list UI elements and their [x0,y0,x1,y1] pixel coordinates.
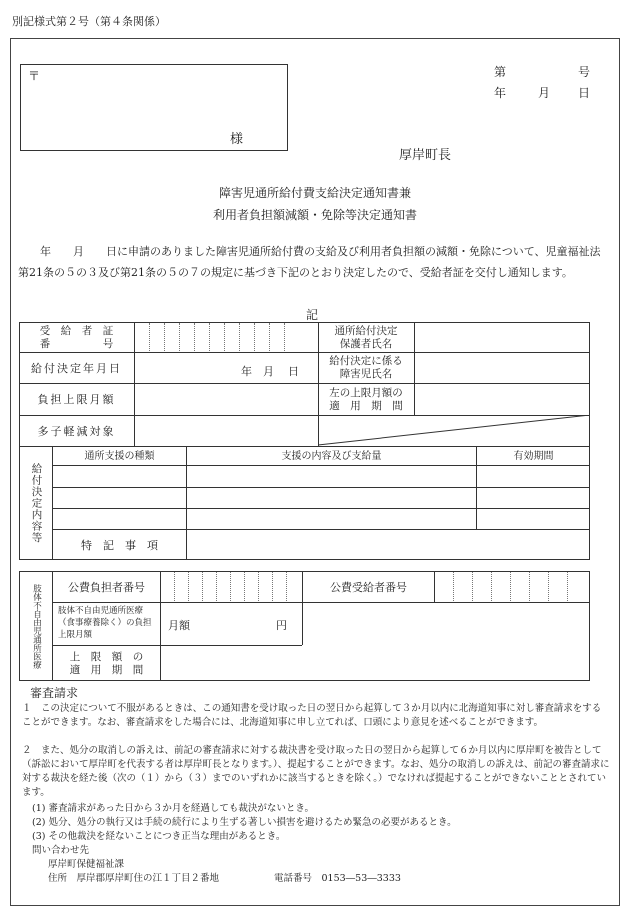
ki-heading: 記 [306,308,319,322]
medical-recipient-number-label: 公費受給者番号 [330,580,407,594]
address-box [20,64,288,151]
special-notes-label: 特 記 事 項 [81,538,158,552]
doc-number-gou: 号 [578,65,591,79]
appeal-sub-3: (3) その他裁決を経ないことにつき正当な理由があるとき。 [32,831,286,842]
issuer: 厚岸町長 [399,148,452,163]
appeal-item-2: ２ また、処分の取消しの訴えは、前記の審査請求に対する裁決書を受け取った日の翌日から起算して６か月以内に厚岸町を被告として（訴訟において厚岸町を代表する者は厚岸町長となります。）、提起することができます。なお、処分の取消しの訴えは、前記の審査請求に対する裁決を経た後（次の（１）から（３）までのいずれかに該当するときを除く。）でなければ提起することができないこととされています。 [22,745,610,798]
child-name-label: 給付決定に係る 障害児氏名 [329,355,403,380]
appeal-item-1: １ この決定について不服があるときは、この通知書を受け取った日の翌日から起算して３か月以内に北海道知事に対し審査請求をすることができます。なお、審査請求をした場合には、北海道知事に申し立てれば、口頭により意見を述べることができます。 [22,703,602,728]
yen-unit: 円 [276,619,287,632]
col-support-content: 支援の内容及び支給量 [281,450,382,462]
limit-period-label: 左の上限月額の 適 用 期 間 [329,386,403,412]
decision-date-label: 給付決定年月日 [31,361,122,375]
title-line-2: 利用者負担額減額・免除等決定通知書 [212,208,417,222]
appeal-sub-1: (1) 審査請求があった日から３か月を経過しても裁決がないとき。 [32,803,315,814]
payer-number-label: 公費負担者番号 [68,580,145,594]
date-month: 月 [538,86,551,100]
doc-number-dai: 第 [494,65,507,79]
limit-amount-label: 負担上限月額 [37,393,116,406]
guardian-name-label: 通所給付決定 保護者氏名 [334,324,398,350]
medical-side-label: 肢体不自由児通所医療 [31,584,42,669]
decision-month-unit: 月 [263,365,274,378]
multichild-diagonal [318,415,590,446]
monthly-amount-label: 月額 [168,619,190,632]
honorific-sama: 様 [230,132,244,147]
decision-year-unit: 年 [241,365,252,378]
content-side-label: 給付決定内容等 [30,463,43,544]
col-support-type: 通所支援の種類 [84,450,155,462]
medical-limit-desc: 肢体不自由児通所医療（食事療養除く）の負担上限月額 [58,606,152,640]
title-line-1: 障害児通所給付費支給決定通知書兼 [218,186,411,200]
contact-address: 住所 厚岸郡厚岸町住の江１丁目２番地 [48,873,220,884]
recipient-number-label: 受 給 者 証 番 号 [39,324,114,350]
date-day: 日 [578,86,591,100]
decision-day-unit: 日 [288,365,299,378]
appeal-heading: 審査請求 [30,686,79,700]
body-paragraph: 年 月 日に申請のありました障害児通所給付費の支給及び利用者負担額の減額・免除について、児童福祉法第21条の５の３及び第21条の５の７の規定に基づき下記のとおり決定したので、受給者証を交付し通知します。 [18,245,601,279]
multichild-label: 多子軽減対象 [37,424,116,438]
contact-phone: 電話番号 0153―53―3333 [274,873,401,884]
postal-mark: 〒 [28,69,41,83]
appeal-sub-2: (2) 処分、処分の執行又は手続の続行により生ずる著しい損害を避けるため緊急の必要があるとき。 [32,817,457,828]
contact-department: 厚岸町保健福祉課 [48,859,125,870]
contact-label: 問い合わせ先 [32,845,90,856]
medical-limit-period-label: 上 限 額 の 適 用 期 間 [69,650,144,676]
col-valid-period: 有効期間 [513,450,554,462]
date-year: 年 [494,86,507,100]
form-identifier: 別記様式第２号（第４条関係） [12,15,166,28]
